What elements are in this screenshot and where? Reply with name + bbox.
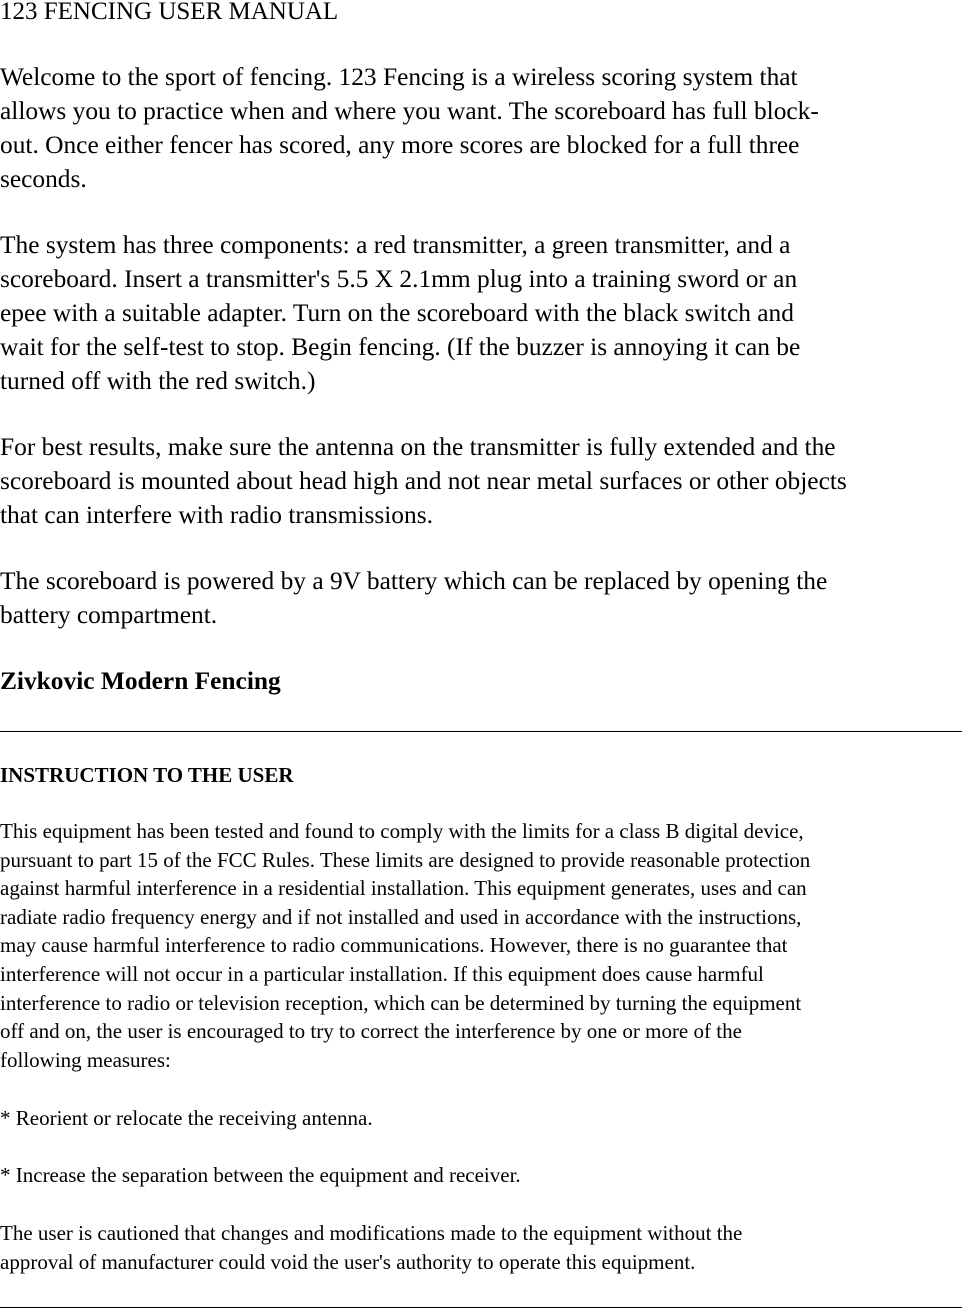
intro-line: allows you to practice when and where you want. The scoreboard has full block- [0,97,819,125]
fcc-statement-line: following measures: [0,1047,171,1072]
fcc-caution-line: approval of manufacturer could void the user's authority to operate this equipment. [0,1249,696,1274]
battery-line: battery compartment. [0,601,218,629]
fcc-statement-line: may cause harmful interference to radio communications. However, there is no guarantee that [0,933,788,958]
fcc-statement-line: interference to radio or television reception, which can be determined by turning the equipment [0,990,802,1015]
components-line: turned off with the red switch.) [0,367,316,395]
fcc-statement-line: This equipment has been tested and found to comply with the limits for a class B digital device, [0,819,804,843]
best-results-paragraph [0,430,972,532]
best-results-line: scoreboard is mounted about head high and not near metal surfaces or other objects [0,467,847,495]
bottom-divider [0,1307,962,1308]
intro-line: out. Once either fencer has scored, any more scores are blocked for a full three [0,131,800,159]
section-divider [0,731,962,732]
fcc-measure-reorient: * Reorient or relocate the receiving antenna. [0,1106,373,1130]
components-line: wait for the self-test to stop. Begin fencing. (If the buzzer is annoying it can be [0,333,801,361]
battery-paragraph [0,564,972,632]
fcc-statement-line: off and on, the user is encouraged to try to correct the interference by one or more of the [0,1019,742,1044]
intro-paragraph [0,60,972,196]
fcc-statement-line: against harmful interference in a residential installation. This equipment generates, uses and can [0,876,807,901]
fcc-statement-line: radiate radio frequency energy and if not installed and used in accordance with the instructions, [0,904,802,929]
fcc-measure-separation: * Increase the separation between the equipment and receiver. [0,1163,521,1187]
intro-line: seconds. [0,165,87,193]
best-results-line: For best results, make sure the antenna on the transmitter is fully extended and the [0,433,836,461]
components-paragraph [0,228,972,398]
fcc-heading: INSTRUCTION TO THE USER [0,763,294,787]
best-results-line: that can interfere with radio transmissions. [0,501,433,529]
fcc-caution [0,1219,972,1276]
intro-line: Welcome to the sport of fencing. 123 Fencing is a wireless scoring system that [0,63,798,91]
components-line: scoreboard. Insert a transmitter's 5.5 X 2.1mm plug into a training sword or an [0,265,798,293]
fcc-caution-line: The user is cautioned that changes and modifications made to the equipment without the [0,1221,743,1245]
company-name: Zivkovic Modern Fencing [0,667,281,695]
battery-line: The scoreboard is powered by a 9V battery which can be replaced by opening the [0,567,828,595]
fcc-statement-line: pursuant to part 15 of the FCC Rules. These limits are designed to provide reasonable protection [0,847,811,872]
fcc-statement-line: interference will not occur in a particular installation. If this equipment does cause harmful [0,961,764,986]
document-title: 123 FENCING USER MANUAL [0,0,339,25]
fcc-statement [0,817,972,1074]
components-line: epee with a suitable adapter. Turn on the scoreboard with the black switch and [0,299,794,327]
components-line: The system has three components: a red transmitter, a green transmitter, and a [0,231,791,259]
